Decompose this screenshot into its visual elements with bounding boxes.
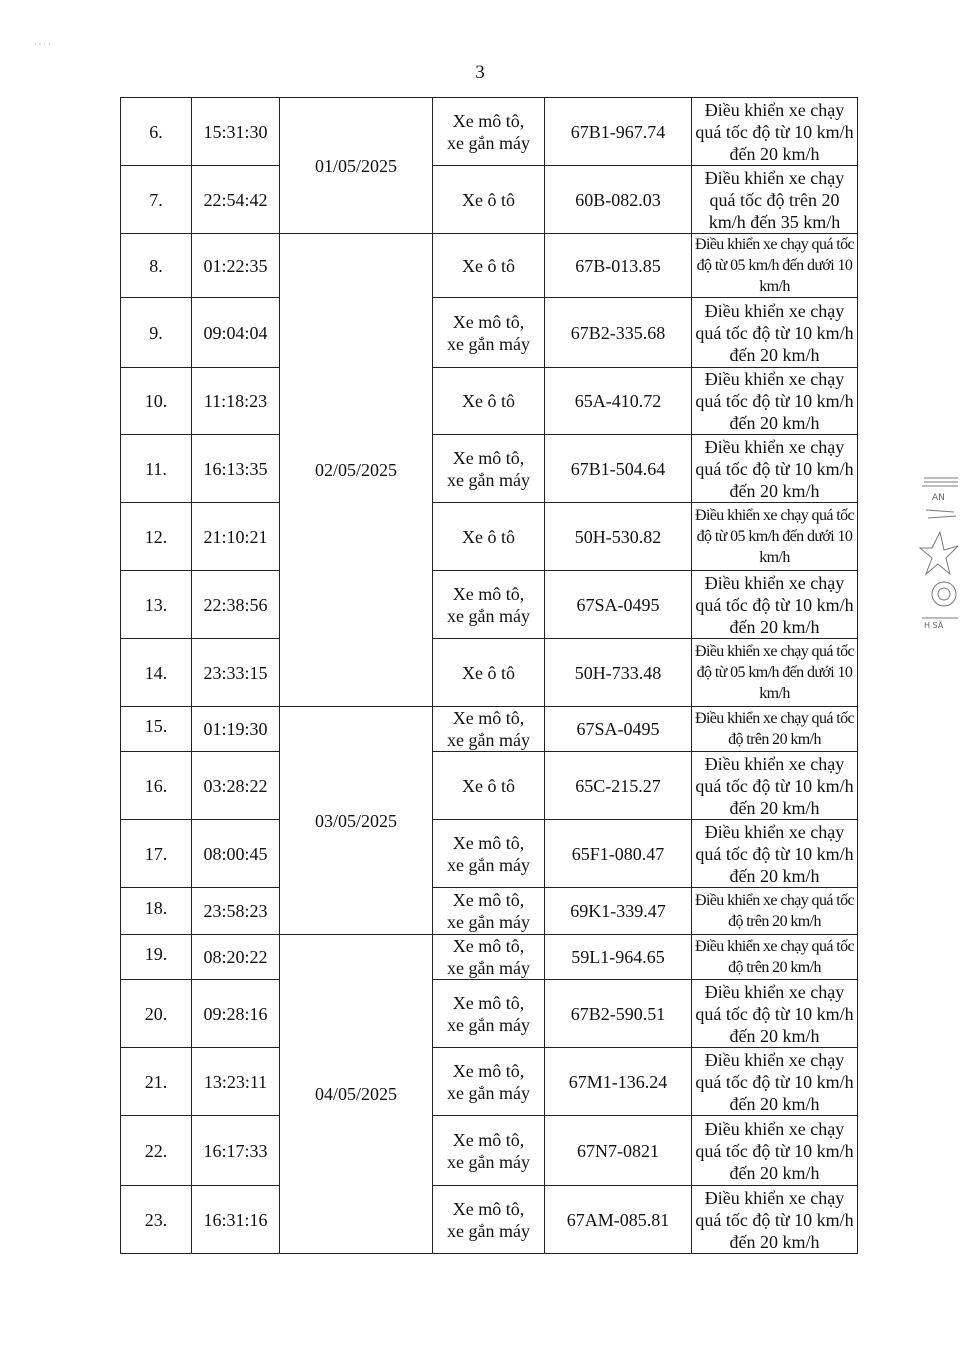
row-plate: 67B1-504.64 — [545, 435, 692, 503]
violations-table — [120, 97, 858, 1254]
row-plate: 67N7-0821 — [545, 1116, 692, 1186]
row-time: 08:00:45 — [192, 820, 280, 888]
row-number: 14. — [121, 639, 192, 707]
table-row — [121, 1048, 858, 1116]
table-row — [121, 639, 858, 707]
row-plate: 67B2-590.51 — [545, 980, 692, 1048]
row-violation: Điều khiển xe chạy quá tốc độ từ 10 km/h đến 20 km/h — [692, 571, 858, 639]
row-time: 15:31:30 — [192, 98, 280, 166]
row-violation: Điều khiển xe chạy quá tốc độ từ 10 km/h đến 20 km/h — [692, 98, 858, 166]
row-time: 16:17:33 — [192, 1116, 280, 1186]
row-time: 16:31:16 — [192, 1186, 280, 1254]
row-vehicle: Xe mô tô, xe gắn máy — [433, 435, 545, 503]
row-vehicle: Xe mô tô, xe gắn máy — [433, 935, 545, 980]
row-number: 13. — [121, 571, 192, 639]
row-plate: 65F1-080.47 — [545, 820, 692, 888]
row-plate: 59L1-964.65 — [545, 935, 692, 980]
row-vehicle: Xe mô tô, xe gắn máy — [433, 571, 545, 639]
seal-stamp-fragment — [918, 470, 958, 630]
row-time: 11:18:23 — [192, 368, 280, 435]
table-row — [121, 820, 858, 888]
row-violation: Điều khiển xe chạy quá tốc độ từ 10 km/h đến 20 km/h — [692, 368, 858, 435]
row-time: 09:04:04 — [192, 298, 280, 368]
row-plate: 67B-013.85 — [545, 234, 692, 298]
row-vehicle: Xe mô tô, xe gắn máy — [433, 707, 545, 752]
row-violation: Điều khiển xe chạy quá tốc độ từ 10 km/h đến 20 km/h — [692, 752, 858, 820]
table-row — [121, 935, 858, 980]
row-violation: Điều khiển xe chạy quá tốc độ trên 20 km/h — [692, 935, 858, 980]
row-violation: Điều khiển xe chạy quá tốc độ trên 20 km/h — [692, 707, 858, 752]
row-plate: 50H-733.48 — [545, 639, 692, 707]
row-violation: Điều khiển xe chạy quá tốc độ từ 10 km/h đến 20 km/h — [692, 1048, 858, 1116]
table-row — [121, 166, 858, 234]
row-violation: Điều khiển xe chạy quá tốc độ trên 20 km/h — [692, 888, 858, 935]
row-number: 9. — [121, 298, 192, 368]
row-time: 23:58:23 — [192, 888, 280, 935]
row-time: 22:54:42 — [192, 166, 280, 234]
row-number: 23. — [121, 1186, 192, 1254]
row-time: 16:13:35 — [192, 435, 280, 503]
row-plate: 50H-530.82 — [545, 503, 692, 571]
table-row — [121, 503, 858, 571]
row-time: 23:33:15 — [192, 639, 280, 707]
row-violation: Điều khiển xe chạy quá tốc độ từ 10 km/h đến 20 km/h — [692, 820, 858, 888]
row-vehicle: Xe mô tô, xe gắn máy — [433, 1048, 545, 1116]
row-plate: 69K1-339.47 — [545, 888, 692, 935]
table-row — [121, 980, 858, 1048]
table-row — [121, 1186, 858, 1254]
row-date: 03/05/2025 — [280, 707, 433, 935]
row-violation: Điều khiển xe chạy quá tốc độ từ 05 km/h đến dưới 10 km/h — [692, 234, 858, 298]
table-row — [121, 707, 858, 752]
row-vehicle: Xe mô tô, xe gắn máy — [433, 298, 545, 368]
row-plate: 60B-082.03 — [545, 166, 692, 234]
row-number: 21. — [121, 1048, 192, 1116]
row-violation: Điều khiển xe chạy quá tốc độ trên 20 km/h đến 35 km/h — [692, 166, 858, 234]
row-vehicle: Xe mô tô, xe gắn máy — [433, 98, 545, 166]
row-vehicle: Xe mô tô, xe gắn máy — [433, 1116, 545, 1186]
row-number: 8. — [121, 234, 192, 298]
row-vehicle: Xe ô tô — [433, 639, 545, 707]
table-row — [121, 752, 858, 820]
row-plate: 67AM-085.81 — [545, 1186, 692, 1254]
row-number: 20. — [121, 980, 192, 1048]
row-time: 13:23:11 — [192, 1048, 280, 1116]
table-row — [121, 298, 858, 368]
row-vehicle: Xe mô tô, xe gắn máy — [433, 820, 545, 888]
row-vehicle: Xe ô tô — [433, 503, 545, 571]
table-row — [121, 1116, 858, 1186]
scan-specks: · · · · — [34, 40, 51, 49]
table-row — [121, 234, 858, 298]
table-row — [121, 571, 858, 639]
row-number: 10. — [121, 368, 192, 435]
seal-stamp-icon — [918, 470, 958, 630]
row-number: 15. — [121, 707, 192, 752]
svg-text:H SÃ: H SÃ — [924, 621, 944, 630]
row-date: 04/05/2025 — [280, 935, 433, 1254]
row-violation: Điều khiển xe chạy quá tốc độ từ 10 km/h đến 20 km/h — [692, 435, 858, 503]
row-plate: 65C-215.27 — [545, 752, 692, 820]
row-plate: 65A-410.72 — [545, 368, 692, 435]
row-violation: Điều khiển xe chạy quá tốc độ từ 10 km/h đến 20 km/h — [692, 1116, 858, 1186]
row-time: 01:19:30 — [192, 707, 280, 752]
row-date: 02/05/2025 — [280, 234, 433, 707]
row-date: 01/05/2025 — [280, 98, 433, 234]
row-time: 09:28:16 — [192, 980, 280, 1048]
row-plate: 67B1-967.74 — [545, 98, 692, 166]
table-row — [121, 368, 858, 435]
row-time: 08:20:22 — [192, 935, 280, 980]
row-plate: 67M1-136.24 — [545, 1048, 692, 1116]
row-time: 01:22:35 — [192, 234, 280, 298]
row-violation: Điều khiển xe chạy quá tốc độ từ 05 km/h đến dưới 10 km/h — [692, 639, 858, 707]
row-number: 18. — [121, 888, 192, 935]
row-vehicle: Xe ô tô — [433, 368, 545, 435]
row-plate: 67SA-0495 — [545, 571, 692, 639]
row-number: 19. — [121, 935, 192, 980]
table-row — [121, 435, 858, 503]
table-row — [121, 888, 858, 935]
row-vehicle: Xe ô tô — [433, 166, 545, 234]
row-number: 12. — [121, 503, 192, 571]
row-violation: Điều khiển xe chạy quá tốc độ từ 10 km/h đến 20 km/h — [692, 980, 858, 1048]
row-vehicle: Xe ô tô — [433, 752, 545, 820]
row-vehicle: Xe ô tô — [433, 234, 545, 298]
row-violation: Điều khiển xe chạy quá tốc độ từ 05 km/h đến dưới 10 km/h — [692, 503, 858, 571]
row-vehicle: Xe mô tô, xe gắn máy — [433, 888, 545, 935]
row-time: 21:10:21 — [192, 503, 280, 571]
svg-text:AN: AN — [932, 493, 945, 503]
row-number: 16. — [121, 752, 192, 820]
row-vehicle: Xe mô tô, xe gắn máy — [433, 980, 545, 1048]
row-violation: Điều khiển xe chạy quá tốc độ từ 10 km/h đến 20 km/h — [692, 298, 858, 368]
table-row — [121, 98, 858, 166]
row-number: 7. — [121, 166, 192, 234]
row-number: 22. — [121, 1116, 192, 1186]
row-time: 22:38:56 — [192, 571, 280, 639]
row-number: 6. — [121, 98, 192, 166]
row-plate: 67SA-0495 — [545, 707, 692, 752]
row-number: 17. — [121, 820, 192, 888]
row-violation: Điều khiển xe chạy quá tốc độ từ 10 km/h đến 20 km/h — [692, 1186, 858, 1254]
row-time: 03:28:22 — [192, 752, 280, 820]
row-plate: 67B2-335.68 — [545, 298, 692, 368]
row-vehicle: Xe mô tô, xe gắn máy — [433, 1186, 545, 1254]
page-number: 3 — [475, 62, 485, 83]
row-number: 11. — [121, 435, 192, 503]
